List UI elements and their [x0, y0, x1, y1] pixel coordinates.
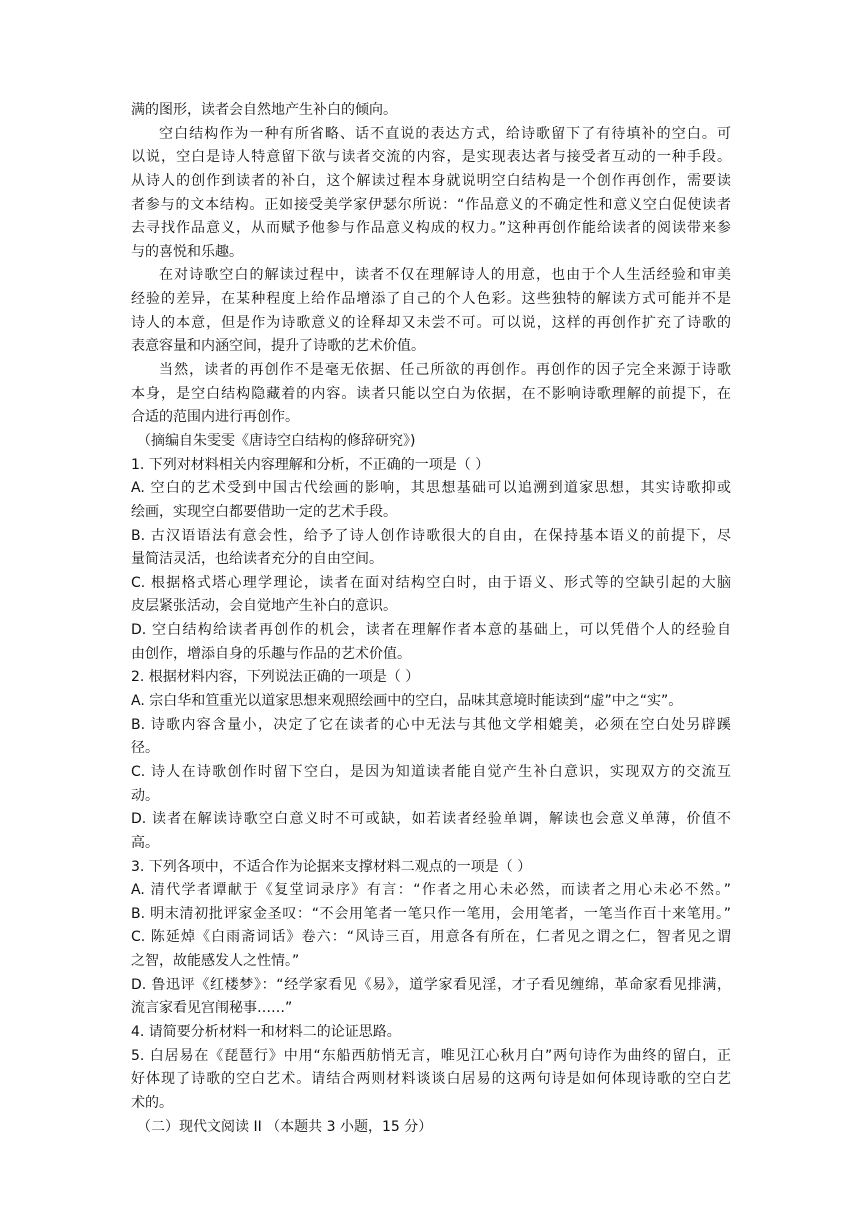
- paragraph: [131, 666, 731, 690]
- text-line: B. 明末清初批评家金圣叹：“不会用笔者一笔只作一笔用，会用笔者，一笔当作百十来笔用。”: [131, 905, 731, 922]
- text-line: 绘画，实现空白都要借助一定的艺术手段。: [131, 503, 397, 520]
- text-line: D. 鲁迅评《红楼梦》：“经学家看见《易》，道学家看见淫，才子看见缠绵，革命家看见排满，: [131, 976, 731, 993]
- text-line: 5. 白居易在《琵琶行》中用“东船西舫悄无言，唯见江心秋月白”两句诗作为曲终的留白，正: [131, 1047, 731, 1064]
- text-line: 动。: [131, 787, 159, 804]
- text-line: 空白结构作为一种有所省略、话不直说的表达方式，给诗歌留下了有待填补的空白。可: [159, 125, 731, 142]
- text-line: 4. 请简要分析材料一和材料二的论证思路。: [131, 1023, 401, 1040]
- text-line: C. 陈延焯《白雨斋词话》卷六：“风诗三百，用意各有所在，仁者见之谓之仁，智者见之谓: [131, 929, 731, 946]
- text-line: 量简洁灵活，也给读者充分的自由空间。: [131, 551, 383, 568]
- text-line: 从诗人的创作到读者的补白，这个解读过程本身就说明空白结构是一个创作再创作，需要读: [131, 172, 731, 189]
- paragraph: [131, 1021, 731, 1045]
- text-line: D. 读者在解读诗歌空白意义时不可或缺，如若读者经验单调，解读也会意义单薄，价值不: [131, 811, 731, 828]
- paragraph: [131, 879, 731, 903]
- text-line: （二）现代文阅读 II （本题共 3 小题，15 分）: [137, 1118, 433, 1135]
- text-line: 流言家看见宫闱秘事……”: [131, 1000, 293, 1017]
- text-line: 当然，读者的再创作不是毫无依据、任己所欲的再创作。再创作的因子完全来源于诗歌: [159, 362, 731, 379]
- text-line: A. 空白的艺术受到中国古代绘画的影响，其思想基础可以追溯到道家思想，其实诗歌抑或: [131, 480, 731, 497]
- text-line: 与的喜悦和乐趣。: [131, 243, 243, 260]
- text-line: 合适的范围内进行再创作。: [131, 409, 299, 426]
- text-line: A. 清代学者谭献于《复堂词录序》有言：“作者之用心未必然，而读者之用心未必不然。”: [131, 882, 731, 899]
- text-line: 2. 根据材料内容，下列说法正确的一项是（ ）: [131, 669, 420, 686]
- document-page: [131, 99, 731, 1139]
- text-line: C. 根据格式塔心理学理论，读者在面对结构空白时，由于语义、形式等的空缺引起的大脑: [131, 574, 731, 591]
- paragraph: [131, 761, 731, 808]
- text-line: （摘编自朱雯雯《唐诗空白结构的修辞研究》): [137, 432, 416, 449]
- text-line: 满的图形，读者会自然地产生补白的倾向。: [131, 102, 397, 118]
- paragraph: [131, 572, 731, 619]
- paragraph: [131, 714, 731, 761]
- text-line: B. 诗歌内容含量小，决定了它在读者的心中无法与其他文学相媲美，必须在空白处另辟蹊: [131, 716, 731, 733]
- text-line: 者参与的文本结构。正如接受美学家伊瑟尔所说：“作品意义的不确定性和意义空白促使读者: [131, 196, 731, 213]
- text-line: 本身，是空白结构隐藏着的内容。读者只能以空白为依据，在不影响诗歌理解的前提下，在: [131, 385, 731, 402]
- paragraph: [131, 454, 731, 478]
- text-line: 去寻找作品意义，从而赋予他参与作品意义构成的权力。”这种再创作能给读者的阅读带来参: [131, 220, 731, 237]
- paragraph: [131, 525, 731, 572]
- text-line: 在对诗歌空白的解读过程中，读者不仅在理解诗人的用意，也由于个人生活经验和审美: [159, 267, 731, 284]
- text-line: 径。: [131, 740, 159, 757]
- paragraph: [131, 903, 731, 927]
- text-line: D. 空白结构给读者再创作的机会，读者在理解作者本意的基础上，可以凭借个人的经验自: [131, 622, 731, 639]
- text-line: 术的。: [131, 1094, 173, 1111]
- paragraph: [131, 264, 731, 359]
- paragraph: [131, 1045, 731, 1116]
- text-line: 以说，空白是诗人特意留下欲与读者交流的内容，是实现表达者与接受者互动的一种手段。: [131, 149, 731, 166]
- text-line: 高。: [131, 834, 159, 851]
- paragraph: [131, 477, 731, 524]
- paragraph: [131, 123, 731, 265]
- paragraph: [131, 99, 731, 123]
- text-line: A. 宗白华和笪重光以道家思想来观照绘画中的空白，品味其意境时能读到“虚”中之“实”。: [131, 693, 683, 710]
- paragraph: [131, 619, 731, 666]
- paragraph: [131, 690, 731, 714]
- text-line: 经验的差异，在某种程度上给作品增添了自己的个人色彩。这些独特的解读方式可能并不是: [131, 291, 731, 308]
- text-line: 表意容量和内涵空间，提升了诗歌的艺术价值。: [131, 338, 425, 355]
- text-line: 之智，故能感发人之性情。”: [131, 953, 300, 970]
- paragraph: [131, 1116, 731, 1140]
- paragraph: [131, 359, 731, 430]
- text-line: 3. 下列各项中，不适合作为论据来支撑材料二观点的一项是（ ）: [131, 858, 532, 875]
- paragraph: [131, 974, 731, 1021]
- paragraph: [131, 430, 731, 454]
- paragraph: [131, 808, 731, 855]
- text-line: 好体现了诗歌的空白艺术。请结合两则材料谈谈白居易的这两句诗是如何体现诗歌的空白艺: [131, 1071, 731, 1088]
- text-line: 诗人的本意，但是作为诗歌意义的诠释却又未尝不可。可以说，这样的再创作扩充了诗歌的: [131, 314, 731, 331]
- paragraph: [131, 856, 731, 880]
- paragraph: [131, 926, 731, 973]
- text-line: C. 诗人在诗歌创作时留下空白，是因为知道读者能自觉产生补白意识，实现双方的交流互: [131, 763, 731, 780]
- text-line: 皮层紧张活动，会自觉地产生补白的意识。: [131, 598, 397, 615]
- text-line: 由创作，增添自身的乐趣与作品的艺术价值。: [131, 645, 411, 662]
- text-line: 1. 下列对材料相关内容理解和分析，不正确的一项是（ ）: [131, 456, 490, 473]
- text-line: B. 古汉语语法有意会性，给予了诗人创作诗歌很大的自由，在保持基本语义的前提下，尽: [131, 527, 731, 544]
